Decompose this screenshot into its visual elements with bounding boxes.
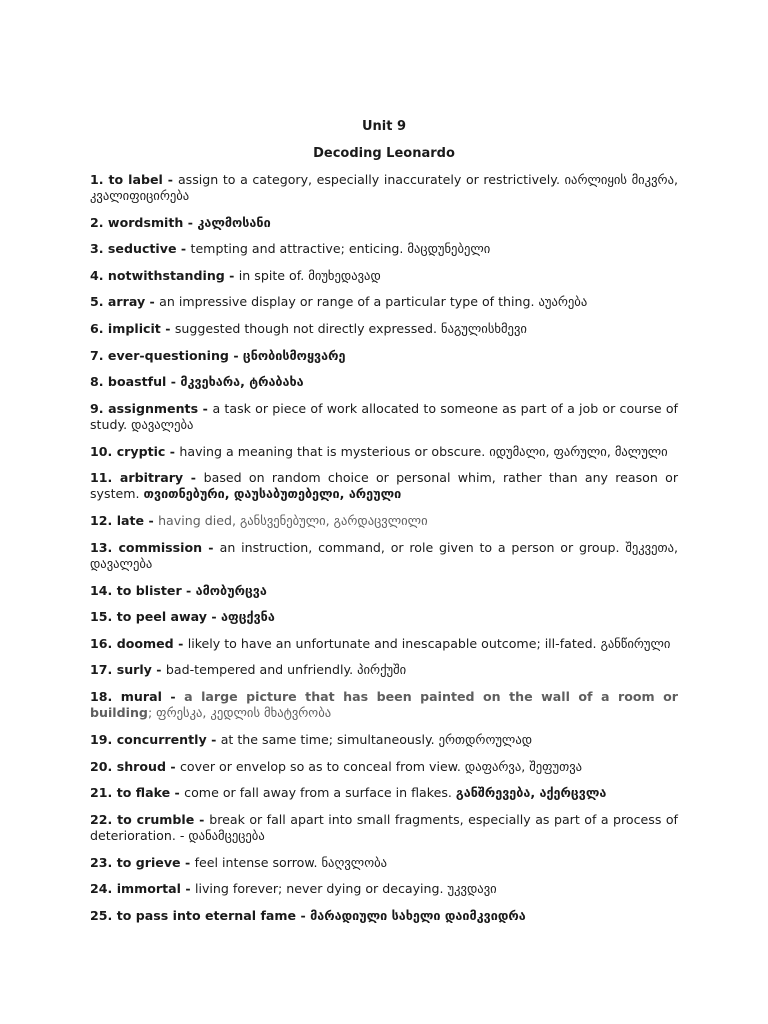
entry-translation: განშრევება, აქერცვლა: [455, 785, 607, 800]
entry-term: 22. to crumble -: [90, 812, 210, 827]
entry-definition: having a meaning that is mysterious or obscure. იდუმალი, ფარული, მალული: [179, 444, 668, 459]
entry-definition: likely to have an unfortunate and inescapable outcome; ill-fated. განწირული: [187, 636, 671, 651]
vocab-entry: [90, 759, 678, 775]
entry-term: 23. to grieve -: [90, 855, 195, 870]
entry-definition: an impressive display or range of a particular type of thing. აუარება: [159, 294, 588, 309]
entry-term: 21. to flake -: [90, 785, 185, 800]
entry-term: 16. doomed -: [90, 636, 188, 651]
entry-definition: at the same time; simultaneously. ერთდროულად: [220, 732, 533, 747]
vocab-entry: [90, 444, 678, 460]
entry-definition: tempting and attractive; enticing. მაცდუნებელი: [190, 241, 491, 256]
entry-definition: feel intense sorrow. ნაღვლობა: [194, 855, 388, 870]
entry-definition: living forever; never dying or decaying. უკვდავი: [194, 881, 497, 896]
entry-definition: bad-tempered and unfriendly. პირქუში: [165, 662, 407, 677]
entry-term: 1. to label -: [90, 172, 178, 187]
vocab-entry: [90, 294, 678, 310]
vocab-entry: [90, 348, 678, 364]
entry-definition: a large picture that has been painted on the wall of a room or building: [90, 689, 678, 720]
entry-term: 12. late -: [90, 513, 159, 528]
unit-title: Unit 9: [361, 119, 407, 134]
entry-definition: a task or piece of work allocated to someone as part of a job or course of study. დავალება: [90, 401, 678, 432]
lesson-title: Decoding Leonardo: [313, 146, 455, 161]
entry-definition: come or fall away from a surface in flakes.: [184, 785, 456, 800]
entry-term: 24. immortal -: [90, 881, 195, 896]
entry-definition: break or fall apart into small fragments, especially as part of a process of deterioration. - დანამცეცება: [90, 812, 678, 843]
vocab-entry: [90, 513, 678, 529]
entry-term: 8. boastful - მკვეხარა, ტრაბახა: [90, 374, 304, 389]
vocab-entry: [90, 321, 678, 337]
entry-definition: an instruction, command, or role given to a person or group. შეკვეთა, დავალება: [90, 540, 678, 571]
entry-term: 7. ever-questioning - ცნობისმოყვარე: [90, 348, 346, 363]
entry-term: 15. to peel away - აფცქვნა: [90, 609, 275, 624]
entry-translation: თვითნებური, დაუსაბუთებელი, არეული: [143, 486, 402, 501]
entry-term: 4. notwithstanding -: [90, 268, 239, 283]
vocab-entry: [90, 881, 678, 897]
entry-definition: in spite of. მიუხედავად: [238, 268, 381, 283]
vocab-entry: [90, 241, 678, 257]
entry-term: 17. surly -: [90, 662, 166, 677]
vocab-entry: [90, 172, 678, 204]
entry-definition: based on random choice or personal whim, rather than any reason or system.: [90, 470, 678, 501]
entry-term: 10. cryptic -: [90, 444, 180, 459]
vocab-entry: [90, 785, 678, 801]
vocab-entry: [90, 268, 678, 284]
entry-definition: assign to a category, especially inaccurately or restrictively. იარლიყის მიკვრა, კვალიფიცირება: [90, 172, 678, 203]
entry-translation: ; ფრესკა, კედლის მხატვრობა: [147, 705, 332, 720]
entry-term: 14. to blister - ამობურცვა: [90, 583, 267, 598]
entry-definition: having died, განსვენებული, გარდაცვლილი: [158, 513, 428, 528]
entry-term: 19. concurrently -: [90, 732, 221, 747]
vocab-entry: [90, 908, 678, 924]
entry-term: 9. assignments -: [90, 401, 213, 416]
vocab-entry: [90, 689, 678, 721]
vocab-entry: [90, 855, 678, 871]
entry-term: 25. to pass into eternal fame - მარადიული სახელი დაიმკვიდრა: [90, 908, 526, 923]
entry-term: 20. shroud -: [90, 759, 180, 774]
vocab-entry: [90, 732, 678, 748]
vocab-entry: [90, 401, 678, 433]
entry-term: 2. wordsmith - კალმოსანი: [90, 215, 271, 230]
entry-term: 11. arbitrary -: [90, 470, 204, 485]
entry-term: 13. commission -: [90, 540, 220, 555]
entry-term: 3. seductive -: [90, 241, 191, 256]
vocab-entry: [90, 609, 678, 625]
entry-term: 18. mural -: [90, 689, 185, 704]
vocab-entry: [90, 812, 678, 844]
vocab-entry: [90, 470, 678, 502]
vocab-entry: [90, 374, 678, 390]
entry-definition: cover or envelop so as to conceal from view. დაფარვა, შეფუთვა: [180, 759, 583, 774]
entry-term: 6. implicit -: [90, 321, 175, 336]
entry-definition: suggested though not directly expressed. ნაგულისხმევი: [174, 321, 527, 336]
entry-term: 5. array -: [90, 294, 160, 309]
vocab-entry: [90, 583, 678, 599]
vocab-entry: [90, 662, 678, 678]
vocab-entry: [90, 540, 678, 572]
vocab-entry: [90, 636, 678, 652]
vocab-entry: [90, 215, 678, 231]
